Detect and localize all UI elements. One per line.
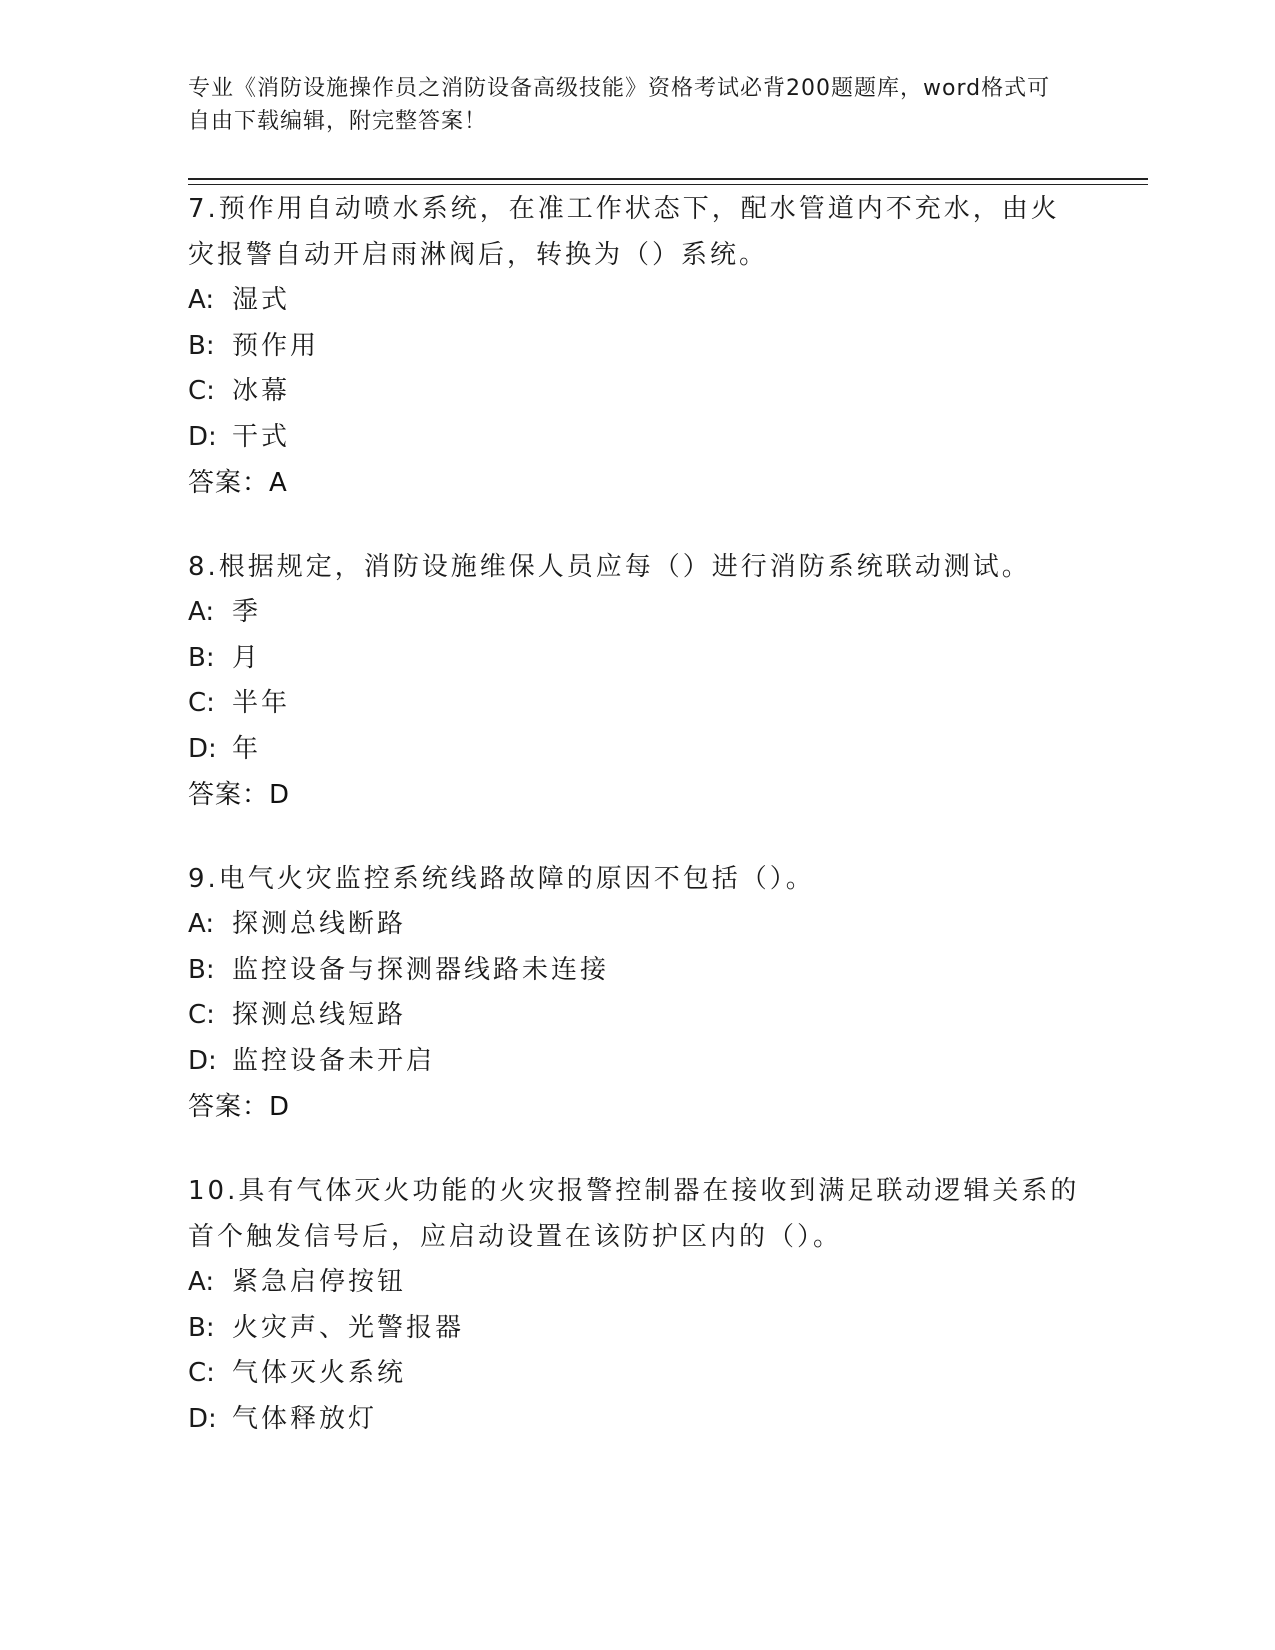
option-letter: D: <box>188 733 217 764</box>
option-letter: D: <box>188 1045 217 1076</box>
option-a <box>188 278 1088 324</box>
option-text: 湿式 <box>232 285 291 315</box>
answer-label: 答案：A <box>188 468 288 498</box>
option-text: 预作用 <box>232 330 320 361</box>
question-stem: 7.预作用自动喷水系统，在准工作状态下，配水管道内不充水，由火灾报警自动开启雨淋阀后，转换为（）系统。 <box>188 194 1060 270</box>
answer-label: 答案：D <box>188 780 291 810</box>
option-letter: C: <box>188 376 215 406</box>
option-text: 月 <box>232 642 262 673</box>
answer-label: 答案：D <box>188 1092 291 1122</box>
question-8 <box>188 544 1088 818</box>
option-letter: A: <box>188 909 215 939</box>
question-stem: 9.电气火灾监控系统线路故障的原因不包括（）。 <box>188 864 815 894</box>
option-text: 年 <box>232 733 262 764</box>
option-letter: D: <box>188 421 217 452</box>
option-text: 干式 <box>232 421 291 452</box>
option-b <box>188 948 1088 994</box>
option-d <box>188 1397 1088 1443</box>
option-a <box>188 1260 1088 1306</box>
document-header: 专业《消防设施操作员之消防设备高级技能》资格考试必背200题题库，word格式可自由下载编辑，附完整答案！ <box>188 76 1051 134</box>
option-letter: B: <box>188 1312 215 1343</box>
option-text: 监控设备未开启 <box>232 1045 436 1076</box>
option-text: 半年 <box>232 688 291 718</box>
option-c <box>188 993 1088 1039</box>
question-7 <box>188 186 1088 506</box>
option-d <box>188 1039 1088 1085</box>
question-list <box>188 186 1088 1480</box>
option-text: 探测总线短路 <box>232 1000 407 1030</box>
option-text: 紧急启停按钮 <box>232 1267 407 1297</box>
option-letter: B: <box>188 642 215 673</box>
option-letter: C: <box>188 1358 215 1388</box>
option-text: 监控设备与探测器线路未连接 <box>232 954 610 985</box>
option-b <box>188 636 1088 682</box>
option-d <box>188 415 1088 461</box>
option-d <box>188 727 1088 773</box>
option-letter: A: <box>188 285 215 315</box>
question-stem: 8.根据规定，消防设施维保人员应每（）进行消防系统联动测试。 <box>188 552 1031 582</box>
option-text: 探测总线断路 <box>232 909 407 939</box>
option-letter: D: <box>188 1403 217 1434</box>
question-10 <box>188 1168 1088 1442</box>
option-letter: B: <box>188 330 215 361</box>
option-letter: A: <box>188 597 215 627</box>
header-divider-thick <box>188 178 1148 180</box>
option-a <box>188 902 1088 948</box>
option-text: 火灾声、光警报器 <box>232 1312 465 1343</box>
option-text: 冰幕 <box>232 376 291 406</box>
option-text: 季 <box>232 597 262 627</box>
option-c <box>188 681 1088 727</box>
option-text: 气体释放灯 <box>232 1403 378 1434</box>
option-a <box>188 590 1088 636</box>
option-b <box>188 1306 1088 1352</box>
option-b <box>188 324 1088 370</box>
header-divider-thin <box>188 184 1148 185</box>
option-letter: B: <box>188 954 215 985</box>
option-letter: A: <box>188 1267 215 1297</box>
option-c <box>188 1351 1088 1397</box>
option-c <box>188 369 1088 415</box>
option-letter: C: <box>188 688 215 718</box>
option-letter: C: <box>188 1000 215 1030</box>
question-9 <box>188 856 1088 1130</box>
question-stem: 10.具有气体灭火功能的火灾报警控制器在接收到满足联动逻辑关系的首个触发信号后，应启动设置在该防护区内的（）。 <box>188 1176 1080 1252</box>
option-text: 气体灭火系统 <box>232 1358 407 1388</box>
